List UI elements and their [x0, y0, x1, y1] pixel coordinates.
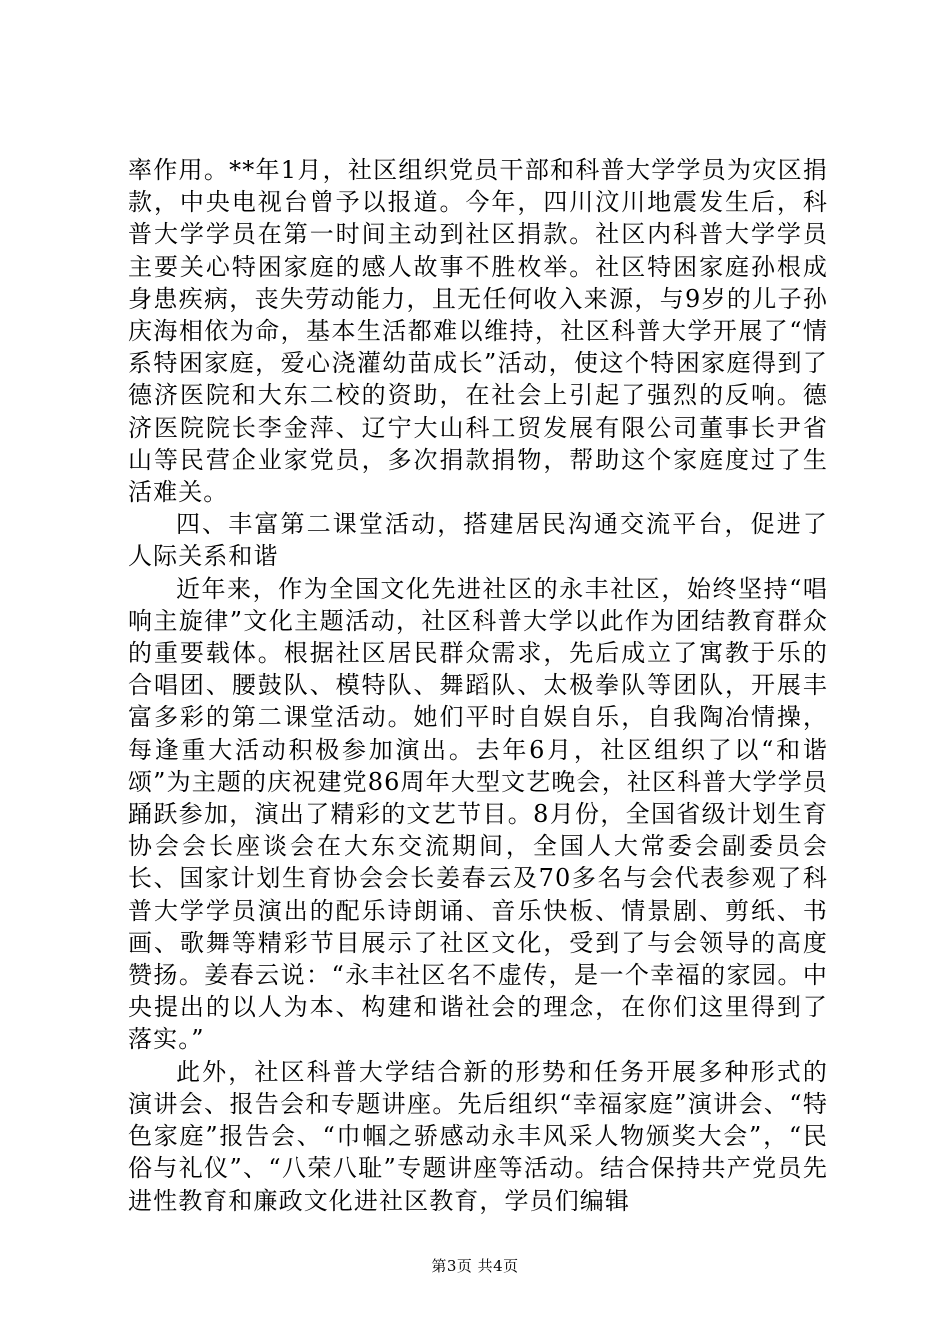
- document-body: [128, 154, 828, 1217]
- paragraph-culture-activities: 近年来，作为全国文化先进社区的永丰社区，始终坚持“唱响主旋律”文化主题活动，社区科普大学以此作为团结教育群众的重要载体。根据社区居民群众需求，先后成立了寓教于乐的合唱团、腰鼓队、模特队、舞蹈队、太极拳队等团队，开展丰富多彩的第二课堂活动。她们平时自娱自乐，自我陶冶情操，每逢重大活动积极参加演出。去年6月，社区组织了以“和谐颂”为主题的庆祝建党86周年大型文艺晚会，社区科普大学学员踊跃参加，演出了精彩的文艺节目。8月份，全国省级计划生育协会会长座谈会在大东交流期间，全国人大常委会副委员会长、国家计划生育协会会长姜春云及70多名与会代表参观了科普大学学员演出的配乐诗朗诵、音乐快板、情景剧、剪纸、书画、歌舞等精彩节目展示了社区文化，受到了与会领导的高度赞扬。姜春云说：“永丰社区名不虚传，是一个幸福的家园。中央提出的以人为本、构建和谐社会的理念，在你们这里得到了落实。”: [128, 574, 828, 1054]
- section-heading-four: 四、丰富第二课堂活动，搭建居民沟通交流平台，促进了人际关系和谐: [128, 510, 828, 571]
- page-number-footer: 第3页 共4页: [431, 1257, 519, 1275]
- paragraph-lectures: 此外，社区科普大学结合新的形势和任务开展多种形式的演讲会、报告会和专题讲座。先后组织“幸福家庭”演讲会、“特色家庭”报告会、“巾帼之骄感动永丰风采人物颁奖大会”，“民俗与礼仪”、“八荣八耻”专题讲座等活动。结合保持共产党员先进性教育和廉政文化进社区教育，学员们编辑: [128, 1057, 828, 1215]
- paragraph-donations: 率作用。**年1月，社区组织党员干部和科普大学学员为灾区捐款，中央电视台曾予以报道。今年，四川汶川地震发生后，科普大学学员在第一时间主动到社区捐款。社区内科普大学学员主要关心特困家庭的感人故事不胜枚举。社区特困家庭孙根成身患疾病，丧失劳动能力，且无任何收入来源，与9岁的儿子孙庆海相依为命，基本生活都难以维持，社区科普大学开展了“情系特困家庭，爱心浇灌幼苗成长”活动，使这个特困家庭得到了德济医院和大东二校的资助，在社会上引起了强烈的反响。德济医院院长李金萍、辽宁大山科工贸发展有限公司董事长尹省山等民营企业家党员，多次捐款捐物，帮助这个家庭度过了生活难关。: [128, 156, 828, 507]
